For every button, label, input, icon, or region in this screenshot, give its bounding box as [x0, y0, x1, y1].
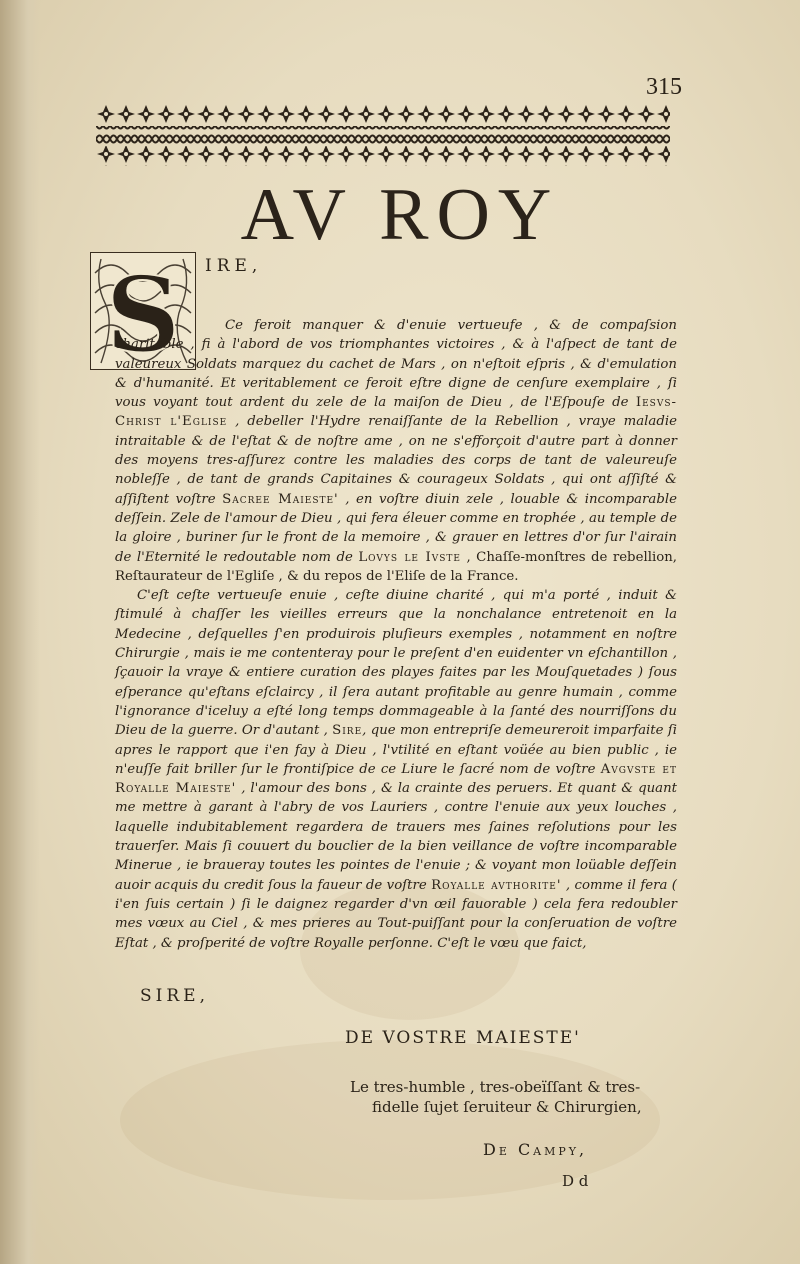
closing-salutation: SIRE,: [140, 986, 209, 1006]
signature-line-2: fidelle ſujet ſeruiteur & Chirurgien,: [372, 1098, 642, 1116]
paragraph-1: Ce feroit manquer & d'enuie vertueufe , & de compaſsion charitable , fi à l'abord de vos triomphantes victoires , & à l'aſpect de tant de valeureux Soldats marquez du cachet de Mars , on n'eſtoit eſpris , & d'emulation & d'humanité. Et veritablement ce feroit eſtre digne de cenſure exemplaire , ſi vous voyant tout ardent du zele de la maiſon de Dieu , de l'Eſpouſe de Iesvs-Christ l'Eglise , debeller l'Hydre renaiſſante de la Rebellion , vraye maladie intraitable & de l'eſtat & de noſtre ame , on ne s'efforçoit d'autre part à donner des moyens tres-aſſurez contre les maladies des corps de tant de valeureuſe nobleſſe , de tant de grands Capitaines & courageux Soldats , qui ont aſſiſté & aſſiſtent voſtre Sacree Maieste' , en voſtre diuin zele , louable & incomparable deſſein. Zele de l'amour de Dieu , qui fera éleuer comme en trophée , au temple de la gloire , buriner ſur le front de la memoire , & grauer en lettres d'or ſur l'airain de l'Eternité le redoutable nom de Lovys le Ivste , Chaſſe-monſtres de rebellion, Reſtaurateur de l'Egliſe , & du repos de l'Eliſe de la France.: [115, 318, 677, 584]
dedication-heading: AV ROY: [240, 174, 560, 256]
page-number: 315: [646, 74, 682, 100]
fleuron-band-icon: [96, 104, 670, 166]
salutation: IRE,: [205, 256, 263, 276]
closing-address: DE VOSTRE MAIESTE': [345, 1028, 581, 1048]
signature-line-1: Le tres-humble , tres-obeïſſant & tres-: [350, 1078, 641, 1096]
dedication-body: [115, 316, 677, 953]
headpiece-ornament: [96, 104, 670, 166]
initial-letter: S: [105, 253, 181, 369]
paragraph-2: C'eſt ceſte vertueuſe enuie , ceſte diuine charité , qui m'a porté , induit & ſtimulé à chaſſer les vieilles erreurs que la nonchalance entretenoit en la Medecine , deſquelles ſ'en produirois pluſieurs exemples , notamment en noſtre Chirurgie , mais ie me contenteray pour le preſent d'en euidenter vn eſchantillon , ſçauoir la vraye & entiere curation des playes faites par les Mouſquetades ) ſous eſperance qu'eſtans eſclaircy , il ſera autant profitable au genre humain , comme l'ignorance d'iceluy a eſté long temps dommageable à la ſanté des nourriſſons du Dieu de la guerre. Or d'autant , Sire, que mon entrepriſe demeureroit imparfaite ſi apres le rapport que i'en fay à Dieu , l'vtilité en eſtant voüée au bien public , ie n'euſſe fait briller ſur le frontiſpice de ce Liure le ſacré nom de voſtre Avgvste et Royalle Maieste' , l'amour des bons , & la crainte des peruers. Et quant & quant me mettre à garant à l'abry de vos Lauriers , contre l'enuie aux yeux louches , laquelle indubitablement regardera de trauers mes ſaines reſolutions pour les trauerſer. Mais ſi couuert du bouclier de la bien veillance de voſtre incomparable Minerue , ie braueray toutes les pointes de l'enuie ; & voyant mon loüable deſſein auoir acquis du credit ſous la faueur de voſtre Royalle avthorite' , comme il fera ( i'en ſuis certain ) ſi le daignez regarder d'vn œil fauorable ) cela fera redoubler mes vœux au Ciel , & mes prieres au Tout-puiſſant pour la conſeruation de voſtre Eſtat , & proſperité de voſtre Royalle perſonne. C'eſt le vœu que faict,: [115, 588, 678, 951]
author-name: De Campy,: [483, 1140, 588, 1159]
signature-mark: D d: [562, 1172, 589, 1190]
